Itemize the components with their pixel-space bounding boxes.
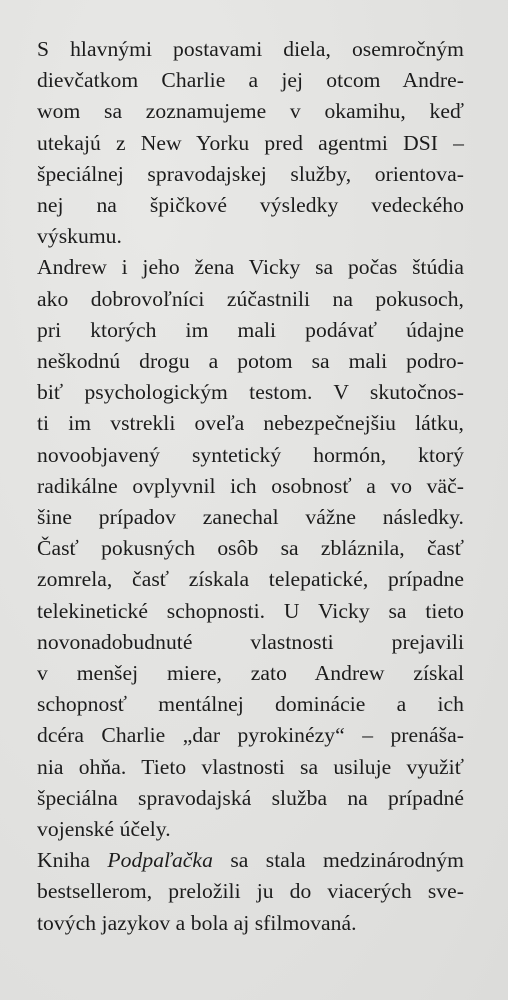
- text-line: radikálne ovplyvnil ich osobnosť a vo väč-: [37, 473, 464, 498]
- text-line: ako dobrovoľníci zúčastnili na pokusoch,: [37, 286, 464, 311]
- text-line: wom sa zoznamujeme v okamihu, keď: [37, 99, 464, 124]
- text-line: nia ohňa. Tieto vlastnosti sa usiluje využiť: [37, 754, 464, 779]
- text-line: [37, 845, 464, 876]
- text-line: špeciálna spravodajská služba na prípadné: [37, 785, 464, 810]
- text-fragment: sa stala medzinárodným: [212, 848, 464, 873]
- text-fragment: Kniha: [37, 848, 108, 873]
- text-line: výskumu.: [37, 224, 122, 249]
- text-line: Andrew i jeho žena Vicky sa počas štúdia: [37, 255, 464, 280]
- text-line: novoobjavený syntetický hormón, ktorý: [37, 442, 464, 467]
- paragraph-1: [37, 34, 464, 252]
- synopsis-text: [37, 34, 464, 939]
- text-line: neškodnú drogu a potom sa mali podro-: [37, 349, 464, 374]
- text-line: nej na špičkové výsledky vedeckého: [37, 193, 464, 218]
- text-line: telekinetické schopnosti. U Vicky sa tieto: [37, 598, 464, 623]
- text-line: špeciálnej spravodajskej služby, orientova-: [37, 161, 464, 186]
- text-line: vojenské účely.: [37, 817, 171, 842]
- paragraph-2: [37, 252, 464, 845]
- text-line: bestsellerom, preložili ju do viacerých sve-: [37, 879, 464, 904]
- text-line: dcéra Charlie „dar pyrokinézy“ – prenáša-: [37, 723, 464, 748]
- text-line: ti im vstrekli oveľa nebezpečnejšiu látku,: [37, 411, 464, 436]
- text-line: Časť pokusných osôb sa zbláznila, časť: [37, 536, 464, 561]
- text-line: zomrela, časť získala telepatické, prípadne: [37, 567, 464, 592]
- text-line: novonadobudnuté vlastnosti prejavili: [37, 629, 464, 654]
- text-line: biť psychologickým testom. V skutočnos-: [37, 380, 464, 405]
- paragraph-3: [37, 845, 464, 939]
- text-line: pri ktorých im mali podávať údajne: [37, 317, 464, 342]
- text-line: tových jazykov a bola aj sfilmovaná.: [37, 910, 357, 935]
- text-line: S hlavnými postavami diela, osemročným: [37, 37, 464, 61]
- text-line: schopnosť mentálnej dominácie a ich: [37, 692, 464, 717]
- text-line: dievčatkom Charlie a jej otcom Andre-: [37, 68, 464, 93]
- text-line: šine prípadov zanechal vážne následky.: [37, 505, 464, 530]
- text-line: v menšej miere, zato Andrew získal: [37, 661, 464, 686]
- text-line: utekajú z New Yorku pred agentmi DSI –: [37, 130, 464, 155]
- book-title: Podpaľačka: [107, 848, 213, 873]
